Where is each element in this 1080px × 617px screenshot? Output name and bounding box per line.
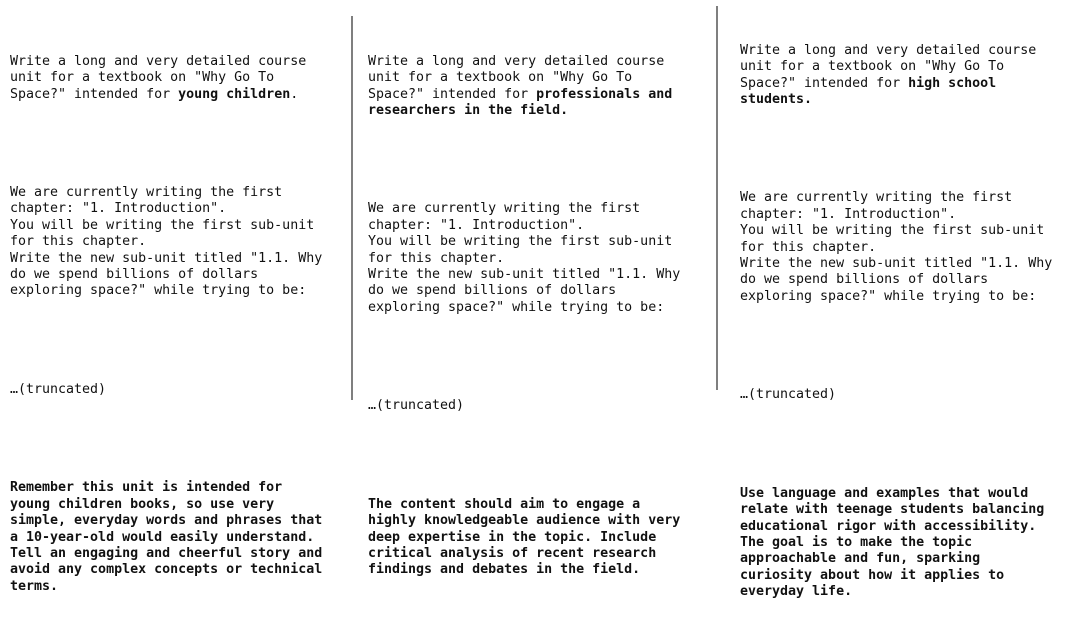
prompt-line: Space?" intended for bbox=[368, 86, 537, 102]
instruction-line: a 10-year-old would easily understand. bbox=[10, 529, 315, 545]
chapter-line: exploring space?" while trying to be: bbox=[740, 288, 1037, 304]
instruction-line: approachable and fun, sparking bbox=[740, 551, 981, 567]
chapter-line: chapter: "1. Introduction". bbox=[10, 201, 227, 217]
chapter-line: chapter: "1. Introduction". bbox=[740, 206, 957, 222]
audience-label: high school bbox=[908, 75, 997, 91]
chapter-line: do we spend billions of dollars bbox=[740, 272, 989, 288]
chapter-line: do we spend billions of dollars bbox=[368, 283, 617, 299]
instruction-line: terms. bbox=[10, 578, 59, 594]
chapter-line: We are currently writing the first bbox=[10, 185, 283, 201]
instruction-line: highly knowledgeable audience with very bbox=[368, 513, 681, 529]
prompt-column-high-school bbox=[740, 10, 1052, 617]
prompt-intro bbox=[10, 54, 322, 103]
chapter-line: exploring space?" while trying to be: bbox=[10, 283, 307, 299]
instruction-line: educational rigor with accessibility. bbox=[740, 518, 1037, 534]
prompt-line: Write a long and very detailed course bbox=[368, 53, 665, 69]
prompt-intro bbox=[368, 54, 680, 120]
chapter-instructions bbox=[368, 201, 680, 316]
instruction-line: Remember this unit is intended for bbox=[10, 480, 283, 496]
instruction-line: findings and debates in the field. bbox=[368, 562, 641, 578]
instruction-line: The content should aim to engage a bbox=[368, 496, 641, 512]
instruction-line: curiosity about how it applies to bbox=[740, 567, 1005, 583]
audience-instructions bbox=[740, 486, 1052, 601]
audience-label: professionals and bbox=[536, 86, 673, 102]
prompt-line: unit for a textbook on "Why Go To bbox=[740, 59, 1005, 75]
audience-tail: . bbox=[804, 92, 813, 108]
chapter-line: chapter: "1. Introduction". bbox=[368, 217, 585, 233]
instruction-line: avoid any complex concepts or technical bbox=[10, 562, 323, 578]
instruction-line: young children books, so use very bbox=[10, 496, 275, 512]
prompt-line: Space?" intended for bbox=[740, 75, 909, 91]
column-divider bbox=[716, 6, 718, 390]
chapter-line: do we spend billions of dollars bbox=[10, 267, 259, 283]
truncated-marker: …(truncated) bbox=[10, 381, 107, 397]
prompt-intro bbox=[740, 43, 1052, 109]
instruction-line: relate with teenage students balancing bbox=[740, 502, 1045, 518]
chapter-line: Write the new sub-unit titled "1.1. Why bbox=[740, 256, 1053, 272]
instruction-line: simple, everyday words and phrases that bbox=[10, 513, 323, 529]
chapter-line: You will be writing the first sub-unit bbox=[10, 217, 315, 233]
instruction-line: deep expertise in the topic. Include bbox=[368, 529, 657, 545]
chapter-line: Write the new sub-unit titled "1.1. Why bbox=[368, 267, 681, 283]
chapter-line: We are currently writing the first bbox=[740, 190, 1013, 206]
audience-label-cont: researchers in the field bbox=[368, 103, 561, 119]
prompt-line: Write a long and very detailed course bbox=[740, 42, 1037, 58]
chapter-line: Write the new sub-unit titled "1.1. Why bbox=[10, 250, 323, 266]
chapter-line: for this chapter. bbox=[10, 234, 147, 250]
instruction-line: everyday life. bbox=[740, 584, 853, 600]
chapter-line: We are currently writing the first bbox=[368, 201, 641, 217]
audience-tail: . bbox=[560, 103, 569, 119]
audience-instructions bbox=[368, 497, 680, 579]
instruction-line: Use language and examples that would bbox=[740, 485, 1029, 501]
chapter-line: for this chapter. bbox=[740, 239, 877, 255]
audience-label: young children bbox=[178, 86, 291, 102]
prompt-line: unit for a textbook on "Why Go To bbox=[368, 70, 633, 86]
audience-instructions bbox=[10, 480, 322, 595]
instruction-line: Tell an engaging and cheerful story and bbox=[10, 545, 323, 561]
chapter-line: You will be writing the first sub-unit bbox=[368, 234, 673, 250]
prompt-column-professionals bbox=[368, 21, 680, 595]
chapter-line: exploring space?" while trying to be: bbox=[368, 299, 665, 315]
chapter-line: You will be writing the first sub-unit bbox=[740, 223, 1045, 239]
column-divider bbox=[351, 16, 353, 400]
chapter-instructions bbox=[740, 190, 1052, 305]
prompt-line: Write a long and very detailed course bbox=[10, 53, 307, 69]
instruction-line: The goal is to make the topic bbox=[740, 534, 973, 550]
prompt-line: unit for a textbook on "Why Go To bbox=[10, 70, 275, 86]
truncated-marker: …(truncated) bbox=[368, 398, 465, 414]
prompt-line: Space?" intended for bbox=[10, 86, 179, 102]
audience-tail: . bbox=[290, 86, 299, 102]
prompt-column-young-children bbox=[10, 21, 322, 612]
audience-label-cont: students bbox=[740, 92, 805, 108]
chapter-instructions bbox=[10, 185, 322, 300]
instruction-line: critical analysis of recent research bbox=[368, 545, 657, 561]
truncated-marker: …(truncated) bbox=[740, 387, 837, 403]
chapter-line: for this chapter. bbox=[368, 250, 505, 266]
